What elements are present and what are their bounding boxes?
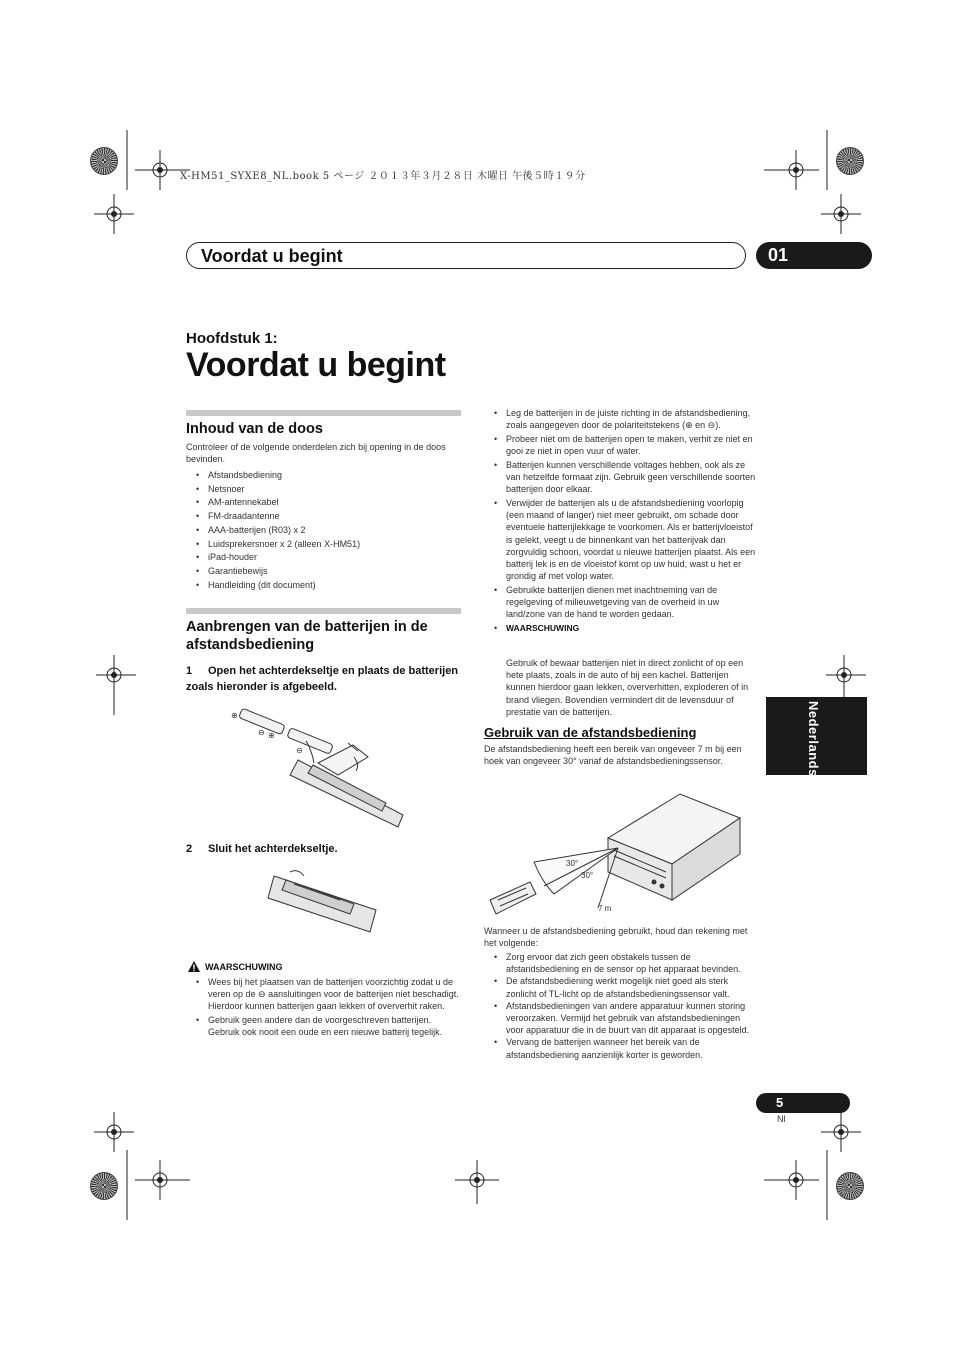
warning-triangle-icon	[187, 960, 201, 973]
remote-range-diagram	[484, 790, 764, 925]
distance-label: 7 m	[598, 904, 612, 913]
list-item: • Batterijen kunnen verschillende voltages hebben, ook als ze van hetzelfde formaat zijn. Gebruik geen verschillende soorten batterijen door elkaar.	[484, 459, 758, 496]
list-item: • De afstandsbediening werkt mogelijk niet goed als sterk zonlicht of TL-licht op de afstandsbedieningssensor valt.	[484, 975, 760, 999]
section-heading-remote-use: Gebruik van de afstandsbediening	[484, 725, 697, 740]
battery-cover-illustration	[264, 866, 380, 942]
running-header-title: Voordat u begint	[201, 246, 343, 266]
step-2-text: Sluit het achterdekseltje.	[208, 843, 338, 855]
svg-text:⊕: ⊕	[231, 711, 238, 720]
battery-notes-list	[484, 407, 758, 634]
box-contents-intro: Controleer of de volgende onderdelen zich bij opening in de doos bevinden.	[186, 442, 446, 465]
warning-text: Gebruik of bewaar batterijen niet in direct zonlicht of op een hete plaats, zoals in de auto of bij een kachel. Batterijen kunnen hierdoor gaan lekken, oververhitten, exploderen of in brand vliegen. Bovendien vermindert dit de levensduur of prestatie van de batterijen.	[506, 658, 749, 717]
crop-marks-top-right	[764, 130, 874, 240]
list-item: • Vervang de batterijen wanneer het bereik van de afstandsbediening aanzienlijk korter is geworden.	[484, 1036, 760, 1060]
chapter-label: Hoofdstuk 1:	[186, 330, 278, 347]
list-item: • Netsnoer	[186, 483, 461, 495]
list-item: • Luidsprekersnoer x 2 (alleen X-HM51)	[186, 538, 461, 550]
remote-range-intro: De afstandsbediening heeft een bereik van ongeveer 7 m bij een hoek van ongeveer 30° vanaf de afstandsbedieningssensor.	[484, 744, 742, 767]
warning-title: WAARSCHUWING	[506, 622, 580, 633]
step-1-number: 1	[186, 665, 193, 677]
warning-title: WAARSCHUWING	[205, 962, 283, 972]
list-item: • AAA-batterijen (R03) x 2	[186, 524, 461, 536]
chapter-title: Voordat u begint	[186, 346, 446, 384]
language-side-tab-label: Nederlands	[806, 701, 821, 777]
list-item: • Probeer niet om de batterijen open te maken, verhit ze niet en gooi ze niet in open vuur of water.	[484, 433, 758, 457]
warning-list	[186, 976, 461, 1040]
chapter-number-badge	[756, 242, 872, 269]
remote-use-list	[484, 951, 760, 1061]
page-language-code: Nl	[777, 1114, 786, 1124]
box-contents-list	[186, 469, 461, 592]
list-item: • Verwijder de batterijen als u de afstandsbediening voorlopig (een maand of langer) niet meer gebruikt, om schade door eventuele batterijlekkage te voorkomen. Als er batterijvloeistof is gelekt, veegt u de binnenkant van het batterijvak dan zorgvuldig schoon, voordat u nieuwe batterijen plaatst. Als een batterij lek is en de vloeistof komt op uw huid, wast u het er grondig af met volop water.	[484, 497, 758, 582]
list-item: • Afstandsbedieningen van andere apparatuur kunnen storing veroorzaken. Vermijd het gebruik van afstandsbedieningen voor apparatuur die in de buurt van dit apparaat is opgesteld.	[484, 1000, 760, 1037]
list-item: • Afstandsbediening	[186, 469, 461, 481]
list-item: • Wees bij het plaatsen van de batterijen voorzichtig zodat u de veren op de ⊖ aansluitingen voor de batterijen niet beschadigt. Hierdoor kunnen batterijen gaan lekken of oververhit raken.	[186, 976, 461, 1013]
angle-bottom-label: 30°	[581, 871, 594, 880]
list-item: • Gebruik geen andere dan de voorgeschreven batterijen. Gebruik ook nooit een oude en een nieuwe batterij tegelijk.	[186, 1014, 461, 1038]
language-side-tab	[766, 697, 867, 775]
crop-marks-bottom-right	[764, 1110, 874, 1230]
list-item: • Garantiebewijs	[186, 565, 461, 577]
angle-top-label: 30°	[566, 859, 579, 868]
list-item: • Handleiding (dit document)	[186, 579, 461, 591]
remote-use-lead: Wanneer u de afstandsbediening gebruikt, houd dan rekening met het volgende:	[484, 926, 748, 949]
svg-text:⊕: ⊕	[268, 731, 275, 740]
section-bar	[186, 410, 461, 416]
list-item: • Leg de batterijen in de juiste richting in de afstandsbediening, zoals aangegeven door de polariteitstekens (⊕ en ⊖).	[484, 407, 758, 431]
section-heading-box-contents: Inhoud van de doos	[186, 421, 323, 437]
crop-mark-left-middle	[96, 655, 136, 715]
running-header	[186, 242, 746, 269]
battery-insertion-illustration	[228, 705, 418, 830]
file-info-line: X-HM51_SYXE8_NL.book 5 ページ ２０１３年３月２８日 木曜日 午後５時１９分	[180, 171, 586, 182]
step-2-number: 2	[186, 843, 193, 855]
list-item: • AM-antennekabel	[186, 496, 461, 508]
step-1-text: Open het achterdekseltje en plaats de batterijen zoals hieronder is afgebeeld.	[186, 665, 459, 693]
section-heading-batteries: Aanbrengen van de batterijen in de afstandsbediening	[186, 619, 428, 653]
page-number: 5	[776, 1095, 784, 1110]
page-number-badge	[756, 1093, 850, 1113]
crop-marks-bottom-left	[80, 1110, 190, 1230]
list-item: • FM-draadantenne	[186, 510, 461, 522]
crop-marks-top-left	[80, 130, 190, 240]
list-item: • Zorg ervoor dat zich geen obstakels tussen de afstandsbediening en de sensor op het apparaat bevinden.	[484, 951, 760, 975]
warning-list-item	[484, 622, 758, 634]
chapter-number: 01	[768, 245, 789, 265]
svg-text:⊖: ⊖	[258, 728, 265, 737]
list-item: • Gebruikte batterijen dienen met inachtneming van de regelgeving of milieuwetgeving van de overheid in uw land/zone van de hand te worden gedaan.	[484, 584, 758, 621]
svg-text:⊖: ⊖	[296, 746, 303, 755]
section-bar	[186, 608, 461, 614]
list-item: • iPad-houder	[186, 551, 461, 563]
crop-mark-bottom-center	[455, 1160, 499, 1204]
